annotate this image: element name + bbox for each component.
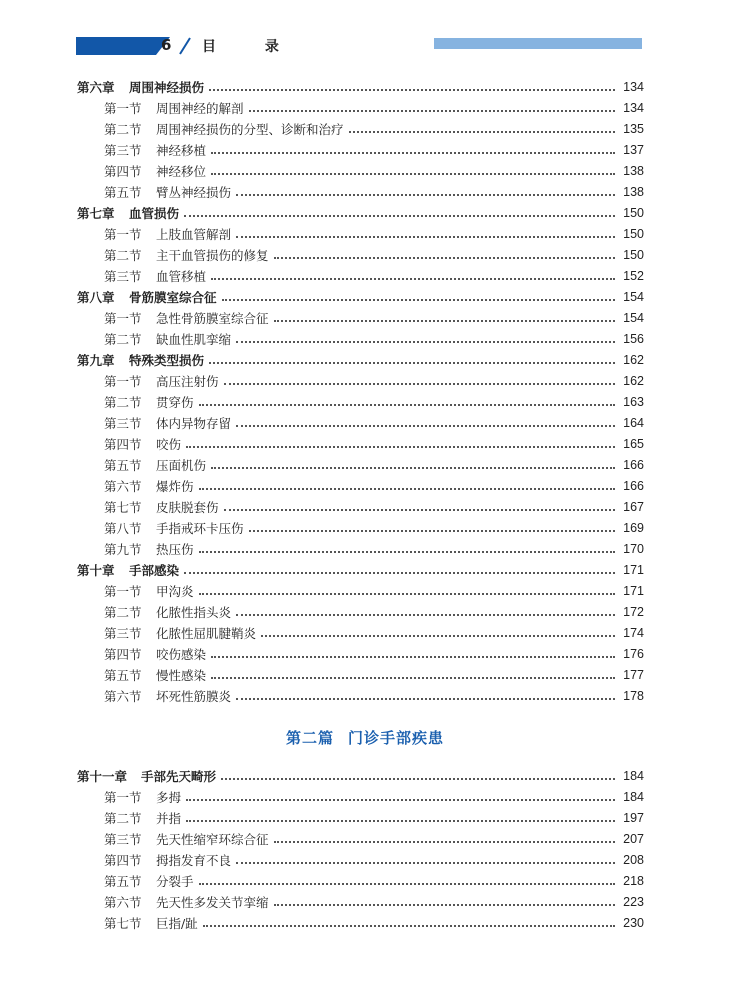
toc-section-row[interactable] [0, 829, 730, 849]
toc-page-number: 165 [623, 437, 644, 451]
toc-entry-title: 拇指发育不良 [156, 853, 232, 868]
toc-entry-number: 第三节 [104, 143, 142, 158]
toc-section-row[interactable] [0, 913, 730, 933]
toc-page-number: 177 [623, 668, 644, 682]
toc-entry-title: 化脓性指头炎 [156, 605, 232, 620]
toc-section-row[interactable] [0, 98, 730, 118]
toc-entry-title: 缺血性肌挛缩 [156, 332, 232, 347]
header-slash-divider [177, 36, 193, 56]
toc-chapter-row[interactable] [0, 203, 730, 223]
toc-entry-number: 第八章 [77, 290, 115, 305]
toc-page-number: 218 [623, 874, 644, 888]
toc-entry-number: 第一节 [104, 790, 142, 805]
dot-leader [211, 151, 615, 154]
toc-entry-title: 血管移植 [156, 269, 207, 284]
dot-leader [222, 298, 615, 301]
toc-entry-number: 第四节 [104, 437, 142, 452]
dot-leader [236, 697, 615, 700]
toc-entry-number: 第十章 [77, 563, 115, 578]
toc-entry-number: 第五节 [104, 185, 142, 200]
toc-entry-title: 手部感染 [129, 563, 180, 578]
toc-section-row[interactable] [0, 371, 730, 391]
toc-entry-title: 特殊类型损伤 [129, 353, 205, 368]
toc-page-number: 135 [623, 122, 644, 136]
toc-section-row[interactable] [0, 892, 730, 912]
toc-entry-title: 急性骨筋膜室综合征 [156, 311, 269, 326]
toc-page-number: 150 [623, 206, 644, 220]
toc-entry-number: 第一节 [104, 101, 142, 116]
dot-leader [224, 382, 615, 385]
toc-section-row[interactable] [0, 413, 730, 433]
toc-entry-title: 压面机伤 [156, 458, 207, 473]
dot-leader [261, 634, 615, 637]
toc-entry-number: 第九章 [77, 353, 115, 368]
toc-entry-number: 第五节 [104, 668, 142, 683]
toc-entry-title: 血管损伤 [129, 206, 180, 221]
toc-section-row[interactable] [0, 518, 730, 538]
toc-page-number: 150 [623, 227, 644, 241]
toc-page-number: 134 [623, 80, 644, 94]
toc-section-row[interactable] [0, 850, 730, 870]
dot-leader [249, 109, 615, 112]
dot-leader [184, 214, 615, 217]
toc-section-row[interactable] [0, 266, 730, 286]
toc-section-row[interactable] [0, 644, 730, 664]
toc-entry-number: 第六章 [77, 80, 115, 95]
toc-entry-title: 体内异物存留 [156, 416, 232, 431]
toc-entry-number: 第二节 [104, 605, 142, 620]
toc-chapter-row[interactable] [0, 560, 730, 580]
toc-section-row[interactable] [0, 623, 730, 643]
toc-page-number: 171 [623, 584, 644, 598]
toc-entry-number: 第七节 [104, 500, 142, 515]
dot-leader [236, 861, 615, 864]
toc-page-number: 162 [623, 374, 644, 388]
toc-chapter-row[interactable] [0, 287, 730, 307]
toc-entry-number: 第六节 [104, 689, 142, 704]
toc-page-number: 207 [623, 832, 644, 846]
toc-entry-number: 第一节 [104, 311, 142, 326]
toc-entry-number: 第九节 [104, 542, 142, 557]
toc-page-number: 178 [623, 689, 644, 703]
toc-chapter-row[interactable] [0, 766, 730, 786]
toc-page-number: 156 [623, 332, 644, 346]
toc-entry-title: 巨指/趾 [156, 916, 198, 931]
toc-chapter-row[interactable] [0, 350, 730, 370]
dot-leader [274, 256, 615, 259]
toc-entry-number: 第三节 [104, 269, 142, 284]
dot-leader [236, 235, 615, 238]
page-title: 目 录 [202, 39, 301, 55]
toc-entry-title: 咬伤 [156, 437, 182, 452]
toc-entry-number: 第六节 [104, 895, 142, 910]
toc-section-row[interactable] [0, 140, 730, 160]
toc-entry-number: 第二节 [104, 332, 142, 347]
toc-section-row[interactable] [0, 119, 730, 139]
toc-section-row[interactable] [0, 182, 730, 202]
toc-page-number: 163 [623, 395, 644, 409]
part-label: 第二篇 [285, 729, 334, 747]
toc-entry-number: 第八节 [104, 521, 142, 536]
toc-entry-title: 贯穿伤 [156, 395, 194, 410]
toc-page-number: 169 [623, 521, 644, 535]
toc-page-number: 230 [623, 916, 644, 930]
toc-page-number: 150 [623, 248, 644, 262]
toc-page-number: 176 [623, 647, 644, 661]
toc-entry-number: 第二节 [104, 248, 142, 263]
dot-leader [184, 571, 615, 574]
dot-leader [224, 508, 615, 511]
toc-entry-title: 并指 [156, 811, 182, 826]
toc-page-number: 223 [623, 895, 644, 909]
toc-page-number: 137 [623, 143, 644, 157]
toc-entry-number: 第七章 [77, 206, 115, 221]
toc-page-number: 152 [623, 269, 644, 283]
dot-leader [203, 924, 615, 927]
toc-entry-number: 第二节 [104, 811, 142, 826]
toc-entry-title: 爆炸伤 [156, 479, 194, 494]
toc-section-row[interactable] [0, 602, 730, 622]
toc-page-number: 138 [623, 164, 644, 178]
toc-section-row[interactable] [0, 871, 730, 891]
toc-entry-title: 神经移植 [156, 143, 207, 158]
toc-page-number: 208 [623, 853, 644, 867]
dot-leader [211, 172, 615, 175]
toc-entry-title: 多拇 [156, 790, 182, 805]
toc-entry-title: 先天性多发关节挛缩 [156, 895, 269, 910]
toc-section-row[interactable] [0, 497, 730, 517]
toc-section-row[interactable] [0, 245, 730, 265]
toc-section-row[interactable] [0, 434, 730, 454]
toc-entry-number: 第一节 [104, 584, 142, 599]
toc-entry-title: 上肢血管解剖 [156, 227, 232, 242]
dot-leader [186, 445, 615, 448]
toc-section-row[interactable] [0, 392, 730, 412]
dot-leader [199, 882, 615, 885]
part-heading [0, 727, 730, 748]
toc-page-number: 171 [623, 563, 644, 577]
toc-entry-title: 周围神经损伤的分型、诊断和治疗 [156, 122, 344, 137]
toc-page-number: 174 [623, 626, 644, 640]
part-title-text: 门诊手部疾患 [348, 729, 445, 747]
header-accent-bar-right [434, 38, 642, 49]
toc-entry-title: 臂丛神经损伤 [156, 185, 232, 200]
toc-entry-title: 慢性感染 [156, 668, 207, 683]
toc-page-number: 166 [623, 479, 644, 493]
dot-leader [186, 798, 615, 801]
toc-entry-number: 第六节 [104, 479, 142, 494]
dot-leader [274, 903, 615, 906]
toc-section-row[interactable] [0, 224, 730, 244]
toc-entry-number: 第二节 [104, 122, 142, 137]
dot-leader [211, 676, 615, 679]
dot-leader [211, 466, 615, 469]
toc-section-row[interactable] [0, 808, 730, 828]
toc-entry-number: 第七节 [104, 916, 142, 931]
toc-entry-number: 第一节 [104, 227, 142, 242]
toc-entry-number: 第十一章 [77, 769, 128, 784]
dot-leader [209, 361, 615, 364]
dot-leader [236, 193, 615, 196]
toc-entry-title: 骨筋膜室综合征 [129, 290, 217, 305]
dot-leader [236, 613, 615, 616]
toc-page-number: 162 [623, 353, 644, 367]
toc-entry-title: 神经移位 [156, 164, 207, 179]
toc-page-number: 154 [623, 311, 644, 325]
header-accent-bar-left [76, 37, 156, 55]
toc-section-row[interactable] [0, 455, 730, 475]
dot-leader [221, 777, 615, 780]
toc-page-number: 166 [623, 458, 644, 472]
toc-chapter-row[interactable] [0, 77, 730, 97]
dot-leader [274, 319, 615, 322]
dot-leader [199, 550, 615, 553]
toc-entry-number: 第五节 [104, 458, 142, 473]
toc-entry-title: 坏死性筋膜炎 [156, 689, 232, 704]
dot-leader [236, 424, 615, 427]
toc-entry-number: 第三节 [104, 416, 142, 431]
toc-section-row[interactable] [0, 787, 730, 807]
toc-entry-number: 第一节 [104, 374, 142, 389]
toc-entry-title: 皮肤脱套伤 [156, 500, 219, 515]
toc-section-row[interactable] [0, 329, 730, 349]
toc-entry-number: 第四节 [104, 853, 142, 868]
toc-entry-title: 周围神经的解剖 [156, 101, 244, 116]
toc-section-row[interactable] [0, 686, 730, 706]
dot-leader [249, 529, 615, 532]
toc-entry-number: 第三节 [104, 832, 142, 847]
page-number: 6 [161, 36, 172, 54]
toc-page-number: 170 [623, 542, 644, 556]
toc-entry-title: 手指戒环卡压伤 [156, 521, 244, 536]
toc-section-row[interactable] [0, 539, 730, 559]
dot-leader [199, 403, 615, 406]
toc-entry-number: 第三节 [104, 626, 142, 641]
toc-section-row[interactable] [0, 581, 730, 601]
dot-leader [236, 340, 615, 343]
dot-leader [199, 487, 615, 490]
toc-section-row[interactable] [0, 476, 730, 496]
toc-page-number: 164 [623, 416, 644, 430]
toc-page-number: 184 [623, 769, 644, 783]
dot-leader [211, 277, 615, 280]
toc-entry-title: 高压注射伤 [156, 374, 219, 389]
dot-leader [199, 592, 615, 595]
toc-entry-title: 先天性缩窄环综合征 [156, 832, 269, 847]
toc-entry-title: 分裂手 [156, 874, 194, 889]
toc-entry-title: 热压伤 [156, 542, 194, 557]
toc-entry-title: 手部先天畸形 [141, 769, 217, 784]
dot-leader [211, 655, 615, 658]
toc-page-number: 134 [623, 101, 644, 115]
toc-entry-number: 第四节 [104, 647, 142, 662]
toc-page-number: 184 [623, 790, 644, 804]
toc-page-number: 197 [623, 811, 644, 825]
toc-entry-number: 第四节 [104, 164, 142, 179]
toc-page-number: 172 [623, 605, 644, 619]
dot-leader [209, 88, 615, 91]
toc-page-number: 167 [623, 500, 644, 514]
toc-section-row[interactable] [0, 308, 730, 328]
toc-entry-title: 化脓性屈肌腱鞘炎 [156, 626, 257, 641]
dot-leader [274, 840, 615, 843]
toc-page-number: 138 [623, 185, 644, 199]
toc-entry-title: 咬伤感染 [156, 647, 207, 662]
toc-entry-number: 第二节 [104, 395, 142, 410]
toc-entry-title: 主干血管损伤的修复 [156, 248, 269, 263]
toc-section-row[interactable] [0, 665, 730, 685]
dot-leader [349, 130, 615, 133]
toc-page-number: 154 [623, 290, 644, 304]
dot-leader [186, 819, 615, 822]
toc-entry-number: 第五节 [104, 874, 142, 889]
toc-entry-title: 甲沟炎 [156, 584, 194, 599]
toc-entry-title: 周围神经损伤 [129, 80, 205, 95]
toc-section-row[interactable] [0, 161, 730, 181]
